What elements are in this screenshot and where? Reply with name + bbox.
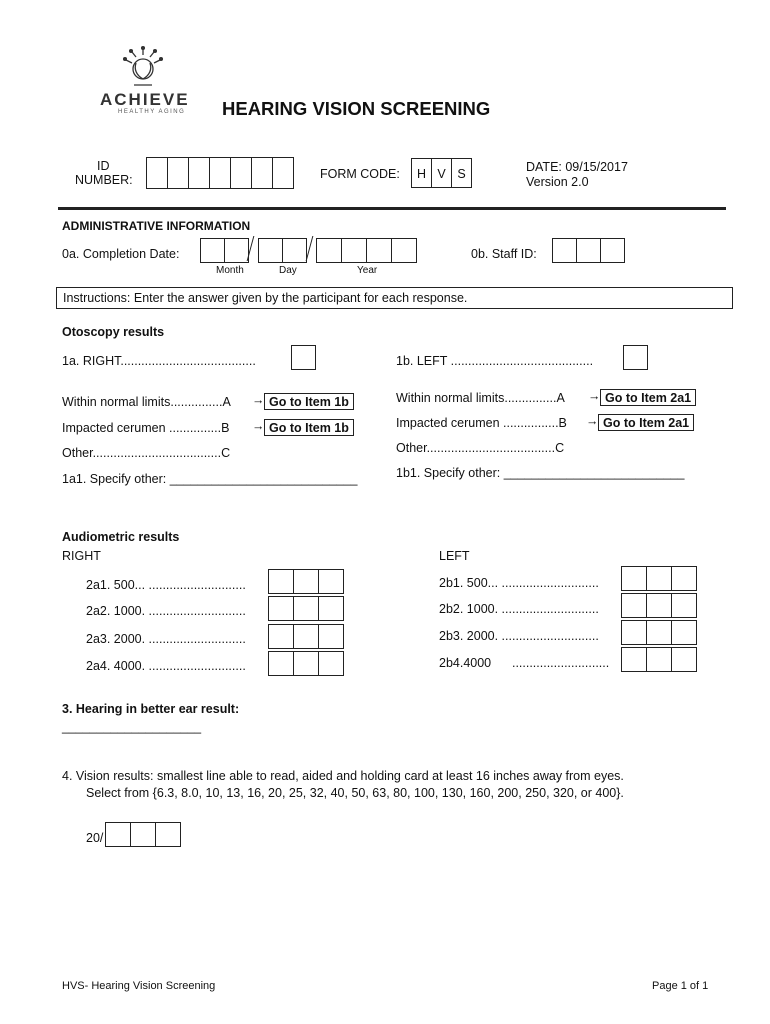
- left-option-b: Impacted cerumen ................B: [396, 416, 567, 430]
- audio-left-boxes-3[interactable]: [621, 620, 697, 645]
- audiometric-heading: Audiometric results: [62, 530, 180, 544]
- audio-left-item-4: 2b4.4000 ............................: [439, 656, 610, 670]
- right-option-a: Within normal limits...............A: [62, 395, 231, 409]
- footer-left: HVS- Hearing Vision Screening: [62, 980, 216, 992]
- audio-right-item-4: 2a4. 4000. ............................: [86, 659, 246, 673]
- audio-right-item-1: 2a1. 500... ............................: [86, 578, 246, 592]
- left-goto-b: Go to Item 2a1: [598, 414, 694, 431]
- id-number-boxes[interactable]: [146, 157, 294, 189]
- instructions-text: Instructions: Enter the answer given by the participant for each response.: [63, 291, 468, 305]
- audio-left-boxes-1[interactable]: [621, 566, 697, 591]
- audio-left-boxes-2[interactable]: [621, 593, 697, 618]
- form-code-label: FORM CODE:: [320, 167, 400, 181]
- otoscopy-left-box[interactable]: [623, 345, 648, 370]
- audio-left-item-2: 2b2. 1000. ............................: [439, 602, 599, 616]
- id-label-1: ID: [97, 159, 110, 173]
- audio-left-item-3: 2b3. 2000. ............................: [439, 629, 599, 643]
- audiometric-left-label: LEFT: [439, 549, 470, 563]
- form-code-v: V: [431, 158, 452, 188]
- audio-right-boxes-1[interactable]: [268, 569, 344, 594]
- right-specify: 1a1. Specify other: ___________________________: [62, 472, 358, 486]
- left-option-c: Other.....................................C: [396, 441, 565, 455]
- staff-id-label: 0b. Staff ID:: [471, 247, 537, 261]
- right-option-c: Other.....................................C: [62, 446, 231, 460]
- form-date: DATE: 09/15/2017: [526, 160, 628, 174]
- otoscopy-right-label: 1a. RIGHT.......................................: [62, 354, 256, 368]
- form-code-h: H: [411, 158, 432, 188]
- id-label-2: NUMBER:: [75, 173, 133, 187]
- form-code-s: S: [451, 158, 472, 188]
- completion-month-boxes[interactable]: [200, 238, 249, 263]
- right-option-b: Impacted cerumen ...............B: [62, 421, 230, 435]
- logo: [96, 45, 191, 120]
- right-goto-b: Go to Item 1b: [264, 419, 354, 436]
- admin-heading: ADMINISTRATIVE INFORMATION: [62, 219, 251, 233]
- audio-right-boxes-2[interactable]: [268, 596, 344, 621]
- form-code-boxes: [411, 158, 472, 188]
- logo-text: ACHIEVE: [100, 90, 190, 109]
- arrow-icon: →: [586, 414, 599, 428]
- right-goto-a: Go to Item 1b: [264, 393, 354, 410]
- year-caption: Year: [357, 265, 378, 276]
- left-specify: 1b1. Specify other: __________________________: [396, 466, 685, 480]
- logo-emblem-icon: [96, 45, 191, 90]
- header-divider: [58, 207, 726, 210]
- vision-instructions-1: 4. Vision results: smallest line able to read, aided and holding card at least 16 inches away from eyes.: [62, 769, 624, 783]
- arrow-icon: →: [588, 389, 601, 403]
- otoscopy-right-box[interactable]: [291, 345, 316, 370]
- completion-date-label: 0a. Completion Date:: [62, 247, 180, 261]
- audio-right-boxes-4[interactable]: [268, 651, 344, 676]
- completion-day-boxes[interactable]: [258, 238, 307, 263]
- page-title: HEARING VISION SCREENING: [222, 98, 491, 119]
- otoscopy-left-label: 1b. LEFT .........................................: [396, 354, 594, 368]
- arrow-icon: →: [252, 419, 265, 433]
- audio-right-item-2: 2a2. 1000. ............................: [86, 604, 246, 618]
- form-version: Version 2.0: [526, 175, 589, 189]
- hearing-better-label: 3. Hearing in better ear result:: [62, 702, 240, 716]
- left-option-a: Within normal limits...............A: [396, 391, 565, 405]
- hearing-better-line[interactable]: ____________________: [62, 720, 202, 734]
- month-caption: Month: [216, 265, 244, 276]
- audiometric-right-label: RIGHT: [62, 549, 101, 563]
- audio-left-item-1: 2b1. 500... ............................: [439, 576, 599, 590]
- audio-left-boxes-4[interactable]: [621, 647, 697, 672]
- audio-right-boxes-3[interactable]: [268, 624, 344, 649]
- vision-result-boxes[interactable]: [105, 822, 181, 847]
- otoscopy-heading: Otoscopy results: [62, 325, 165, 339]
- logo-subtext: HEALTHY AGING: [118, 109, 186, 115]
- audio-right-item-3: 2a3. 2000. ............................: [86, 632, 246, 646]
- day-caption: Day: [279, 265, 297, 276]
- instructions-box: [56, 287, 733, 309]
- completion-year-boxes[interactable]: [316, 238, 417, 263]
- vision-prefix: 20/: [86, 831, 104, 845]
- left-goto-a: Go to Item 2a1: [600, 389, 696, 406]
- staff-id-boxes[interactable]: [552, 238, 625, 263]
- arrow-icon: →: [252, 393, 265, 407]
- vision-instructions-2: Select from {6.3, 8.0, 10, 13, 16, 20, 25, 32, 40, 50, 63, 80, 100, 130, 160, 200, 250, 320, or 400}.: [86, 786, 624, 800]
- footer-page-number: Page 1 of 1: [652, 980, 709, 992]
